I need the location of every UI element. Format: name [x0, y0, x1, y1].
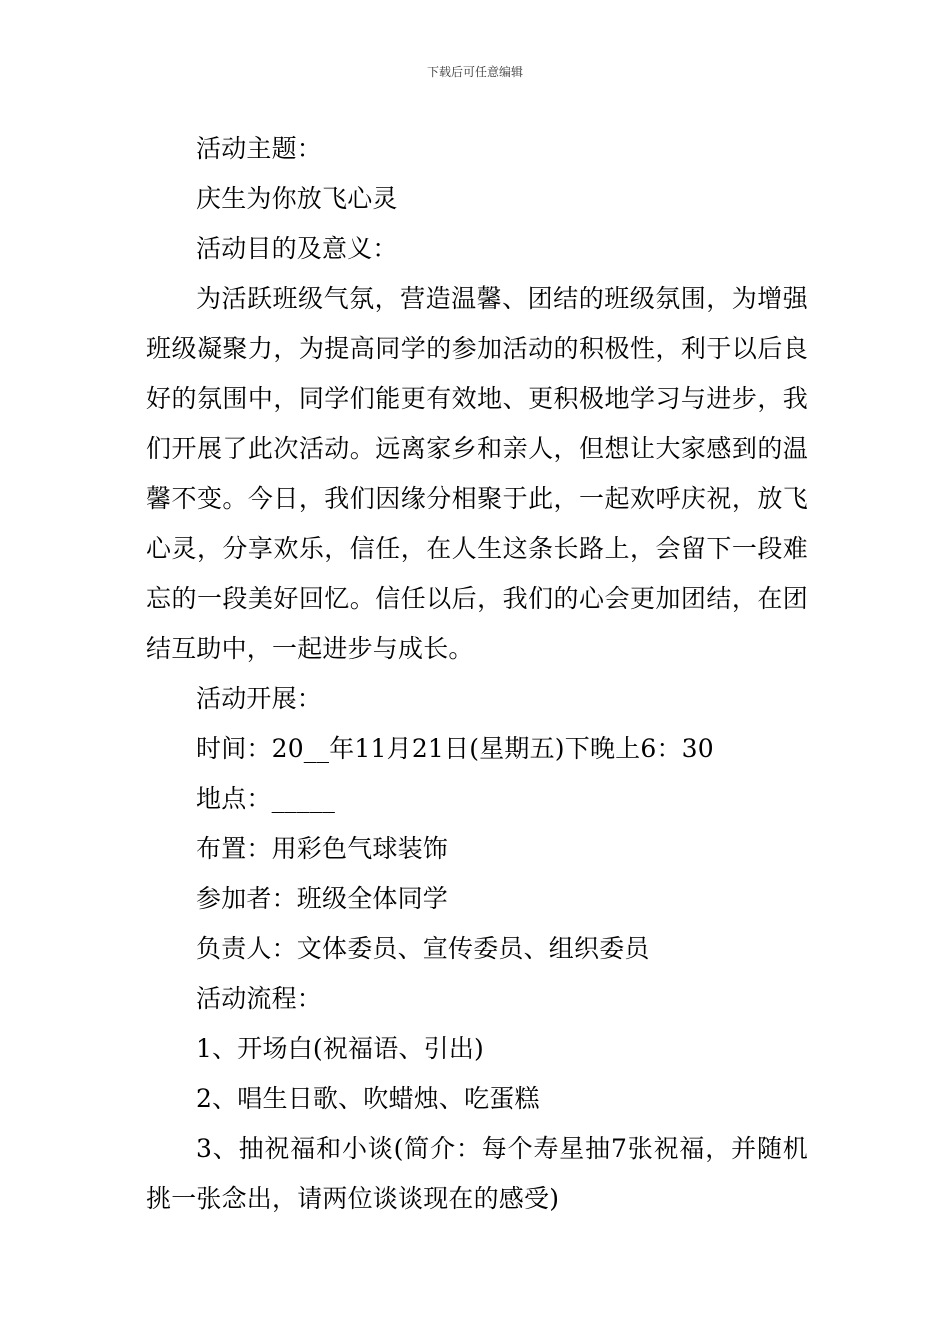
- layout-line: 布置：用彩色气球装饰: [196, 834, 449, 863]
- purpose-paragraph: 为活跃班级气氛，营造温馨、团结的班级氛围，为增强班级凝聚力，为提高同学的参加活动的积极性，利于以后良好的氛围中，同学们能更有效地、更积极地学习与进步，我们开展了此次活动。远离家乡和亲人，但想让大家感到的温馨不变。今日，我们因缘分相聚于此，一起欢呼庆祝，放飞心灵，分享欢乐，信任，在人生这条长路上，会留下一段难忘的一段美好回忆。信任以后，我们的心会更加团结，在团结互助中，一起进步与成长。: [146, 284, 808, 663]
- responsible-line: 负责人：文体委员、宣传委员、组织委员: [196, 934, 650, 963]
- process-step-1: 1、开场白(祝福语、引出): [196, 1034, 485, 1063]
- theme-label: 活动主题：: [196, 134, 323, 163]
- theme-value: 庆生为你放飞心灵: [196, 184, 398, 213]
- place-line: 地点：_____: [196, 784, 336, 813]
- time-line: 时间：20__年11月21日(星期五)下晚上6：30: [196, 734, 714, 763]
- purpose-label: 活动目的及意义：: [196, 234, 398, 263]
- process-step-3: 3、抽祝福和小谈(简介：每个寿星抽7张祝福，并随机挑一张念出，请两位谈谈现在的感受): [146, 1134, 808, 1213]
- participants-line: 参加者：班级全体同学: [196, 884, 449, 913]
- process-step-2: 2、唱生日歌、吹蜡烛、吃蛋糕: [196, 1084, 540, 1113]
- document-body: [146, 124, 808, 1224]
- page-header-note: 下载后可任意编辑: [426, 65, 523, 79]
- process-label: 活动流程：: [196, 984, 323, 1013]
- launch-label: 活动开展：: [196, 684, 323, 713]
